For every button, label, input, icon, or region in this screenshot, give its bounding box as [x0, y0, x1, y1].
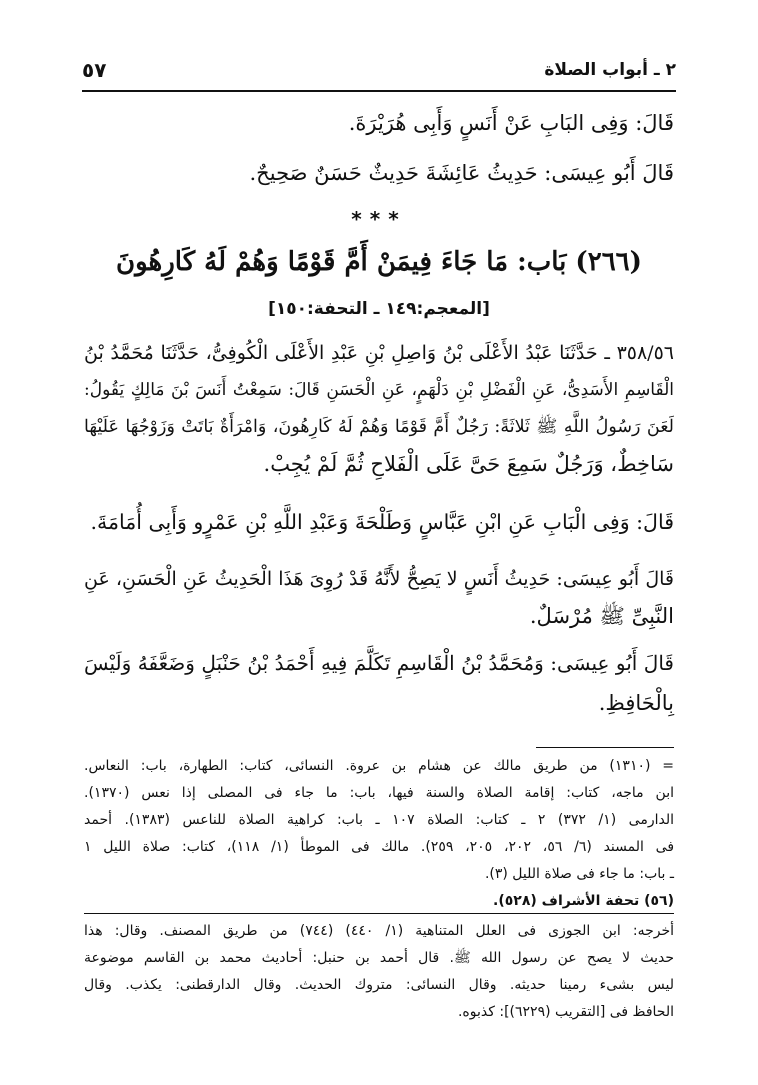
text-line: النَّبِىِّ ﷺ مُرْسَلٌ.	[529, 604, 674, 628]
footnote-line: ليس بشىء رمينا حديثه. وقال النسائى: متروك الحديث. وقال الدارقطنى: يكذب. وقال	[84, 977, 674, 993]
footnote-line: = (١٣١٠) من طريق مالك عن هشام بن عروة. النسائى، كتاب: الطهارة، باب: النعاس.	[84, 758, 674, 774]
section-separator: ***	[351, 207, 407, 231]
hadith-line: لَعَنَ رَسُولُ اللَّهِ ﷺ ثَلاثَةً: رَجُلٌ أَمَّ قَوْمًا وَهُمْ لَهُ كَارِهُونَ، وَامْرَأَةٌ بَاتَتْ وَزَوْجُهَا عَلَيْهَا	[84, 417, 674, 437]
text-line: قَالَ: وَفِى الْبَابِ عَنِ ابْنِ عَبَّاسٍ وَطَلْحَةَ وَعَبْدِ اللَّهِ بْنِ عَمْرٍو وَأَبِى أُمَامَةَ.	[90, 510, 674, 534]
footnote-line: ابن ماجه، كتاب: إقامة الصلاة والسنة فيها، باب: ما جاء فى المصلى إذا نعس (١٣٧٠).	[84, 785, 674, 801]
text-line: قَالَ أَبُو عِيسَى: حَدِيثُ أَنَسٍ لا يَصِحُّ لأَنَّهُ قَدْ رُوِىَ هَذَا الْحَدِيثُ عَنِ الْحَسَنِ، عَنِ	[84, 568, 674, 590]
footnote-line: الحافظ فى [التقريب (٦٢٢٩)]: كذبوه.	[457, 1004, 674, 1020]
hadith-line: ٣٥٨/٥٦ ـ حَدَّثَنَا عَبْدُ الأَعْلَى بْنُ وَاصِلِ بْنِ عَبْدِ الأَعْلَى الْكُوفِىُّ، حَدَّثَنَا مُحَمَّدُ بْنُ	[84, 342, 674, 364]
footnote-separator	[536, 747, 674, 748]
footnote-line: الدارمى (١/ ٣٧٢) ٢ ـ كتاب: الصلاة ١٠٧ ـ باب: كراهية الصلاة للناعس (١٣٨٣). أحمد	[84, 812, 674, 828]
hadith-line: الْقَاسِمِ الأَسَدِىُّ، عَنِ الْفَضْلِ بْنِ دَلْهَمٍ، عَنِ الْحَسَنِ قَالَ: سَمِعْتُ أَنَسَ بْنَ مَالِكٍ يَقُولُ:	[84, 380, 674, 400]
page-header	[82, 58, 676, 92]
running-head: ٢ ـ أبواب الصلاة	[544, 60, 676, 80]
page-number: ٥٧	[82, 58, 107, 82]
hadith-line: سَاخِطٌ، وَرَجُلٌ سَمِعَ حَىَّ عَلَى الْفَلاحِ ثُمَّ لَمْ يُجِبْ.	[263, 452, 674, 476]
footnote-divider	[84, 913, 674, 914]
footnote-line: أخرجه: ابن الجوزى فى العلل المتناهية (١/ ٤٤٠) (٧٤٤) من طريق المصنف. وقال: هذا	[84, 923, 675, 939]
footnote-line: (٥٦) تحفة الأشراف (٥٢٨).	[493, 893, 674, 909]
footnote-line: ـ باب: ما جاء فى صلاة الليل (٣).	[484, 866, 674, 882]
text-line: قَالَ أَبُو عِيسَى: وَمُحَمَّدُ بْنُ الْقَاسِمِ تَكَلَّمَ فِيهِ أَحْمَدُ بْنُ حَنْبَلٍ وَضَعَّفَهُ وَلَيْسَ	[84, 651, 674, 675]
footnote-line: فى المسند (٦/ ٥٦، ٢٠٢، ٢٠٥، ٢٥٩). مالك فى الموطأ (١/ ١١٨)، كتاب: صلاة الليل ١	[84, 839, 675, 855]
chapter-heading: (٢٦٦) بَاب: مَا جَاءَ فِيمَنْ أَمَّ قَوْمًا وَهُمْ لَهُ كَارِهُونَ	[116, 247, 642, 277]
text-line: بِالْحَافِظِ.	[598, 691, 674, 715]
text-line: قَالَ أَبُو عِيسَى: حَدِيثُ عَائِشَةَ حَدِيثٌ حَسَنٌ صَحِيحٌ.	[249, 161, 674, 185]
text-line: قَالَ: وَفِى البَابِ عَنْ أَنَسٍ وَأَبِى هُرَيْرَةَ.	[348, 111, 674, 135]
footnote-line: حديث لا يصح عن رسول الله ﷺ. قال أحمد بن حنبل: أحاديث محمد بن القاسم موضوعة	[84, 950, 674, 966]
index-reference: [المعجم:١٤٩ ـ التحفة:١٥٠]	[268, 299, 490, 319]
